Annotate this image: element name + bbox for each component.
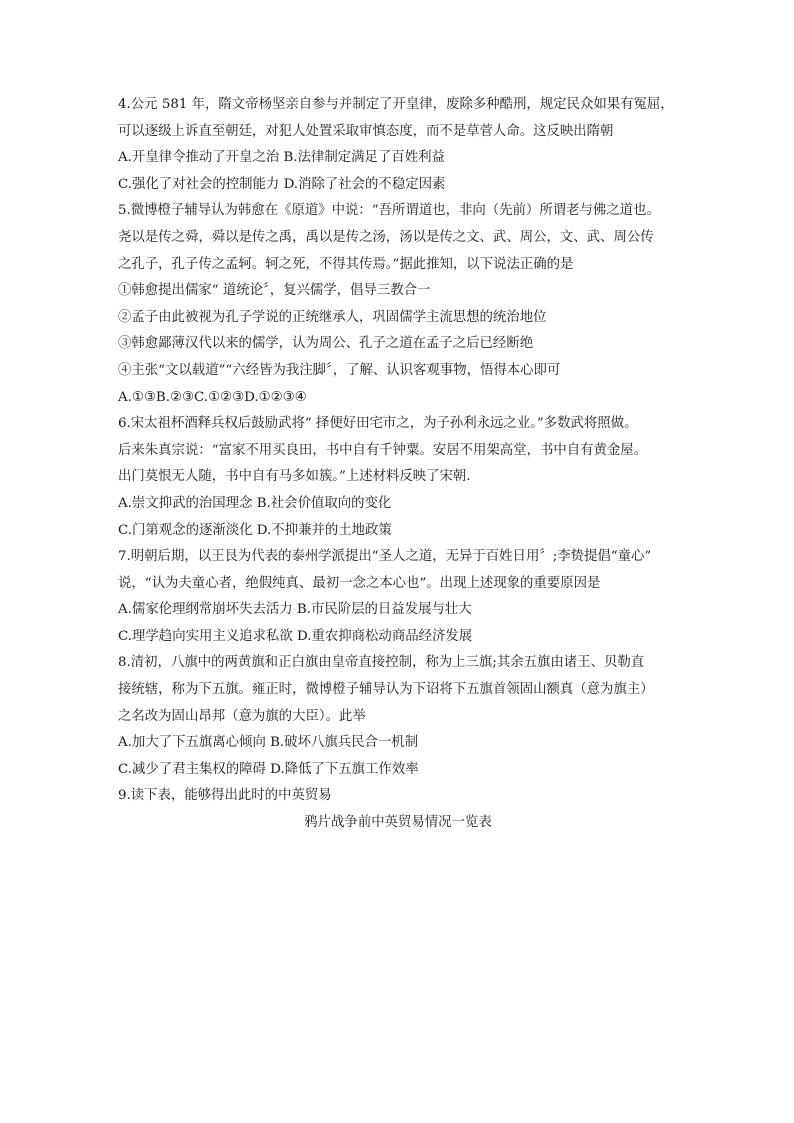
answer-options: C.强化了对社会的控制能力 D.消除了社会的不稳定因素 <box>118 176 446 192</box>
text-line: 尧以是传之舜，舜以是传之禹，禹以是传之汤，汤以是传之文、武、周公，文、武、周公传 <box>118 229 654 245</box>
statement-item: ②孟子由此被视为孔子学说的正统继承人，巩固儒学主流思想的统治地位 <box>118 309 547 325</box>
text-line: 接统辖，称为下五旗。雍正时，微博橙子辅导认为下诏将下五旗首领固山额真（意为旗主） <box>118 682 654 698</box>
statement-item: ①韩愈提出儒家“ 道统论〞，复兴儒学，倡导三教合一 <box>118 283 431 299</box>
text-line: 后来朱真宗说：“富家不用买良田，书中自有千钟粟。安居不用架高堂，书中自有黄金屋。 <box>118 442 648 458</box>
answer-options: A.①③B.②③C.①②③D.①②③④ <box>118 389 307 405</box>
text-line: 8.清初，八旗中的两黄旗和正白旗由皇帝直接控制，称为上三旗;其余五旗由诸王、贝勒直 <box>118 655 645 671</box>
text-line: 之名改为固山昂邦（意为旗的大臣）。此举 <box>118 708 366 724</box>
text-line: 之孔子，孔子传之孟轲。轲之死，不得其传焉。”据此推知，以下说法正确的是 <box>118 256 574 272</box>
statement-item: ④主张“文以载道”“六经皆为我注脚〞，了解、认识客观事物，悟得本心即可 <box>118 362 561 378</box>
text-line: 说，“认为夫童心者，绝假纯真、最初一念之本心也”。出现上述现象的重要原因是 <box>118 575 601 591</box>
text-line: 4.公元 581 年，隋文帝杨坚亲自参与并制定了开皇律，废除多种酷刑，规定民众如果有冤屈， <box>118 97 674 112</box>
answer-options: A.儒家伦理纲常崩坏失去活力 B.市民阶层的日益发展与壮大 <box>118 602 472 618</box>
text-line: 6.宋太祖杯酒释兵权后鼓励武将“ 择便好田宅市之，为子孙利永远之业。”多数武将照做。 <box>118 416 638 432</box>
text-line: 出门莫恨无人随，书中自有马多如簇。”上述材料反映了宋朝. <box>118 469 471 485</box>
statement-item: ③韩愈鄙薄汉代以来的儒学，认为周公、孔子之道在孟子之后已经断绝 <box>118 336 534 352</box>
table-caption: 鸦片战争前中英贸易情况一览表 <box>304 815 492 831</box>
answer-options: A.开皇律令推动了开皇之治 B.法律制定满足了百姓利益 <box>118 150 445 166</box>
answer-options: C.理学趋向实用主义追求私欲 D.重农抑商松动商品经济发展 <box>118 628 473 644</box>
answer-options: C.门第观念的逐渐淡化 D.不抑兼并的土地政策 <box>118 522 392 538</box>
text-line: 9.读下表，能够得出此时的中英贸易 <box>118 788 332 804</box>
answer-options: C.减少了君主集权的障碍 D.降低了下五旗工作效率 <box>118 761 419 777</box>
text-line: 5.微博橙子辅导认为韩愈在《原道》中说：“吾所谓道也，非向（先前）所谓老与佛之道也。 <box>118 203 660 219</box>
answer-options: A.加大了下五旗离心倾向 B.破坏八旗兵民合一机制 <box>118 735 419 751</box>
text-line: 7.明朝后期，以王艮为代表的泰州学派提出“圣人之道，无异于百姓日用〞;李贽提倡“童心” <box>118 549 652 565</box>
text-line: 可以逐级上诉直至朝廷，对犯人处置采取审慎态度，而不是草菅人命。这反映出隋朝 <box>118 123 614 139</box>
answer-options: A.崇文抑武的治国理念 B.社会价值取向的变化 <box>118 495 392 511</box>
